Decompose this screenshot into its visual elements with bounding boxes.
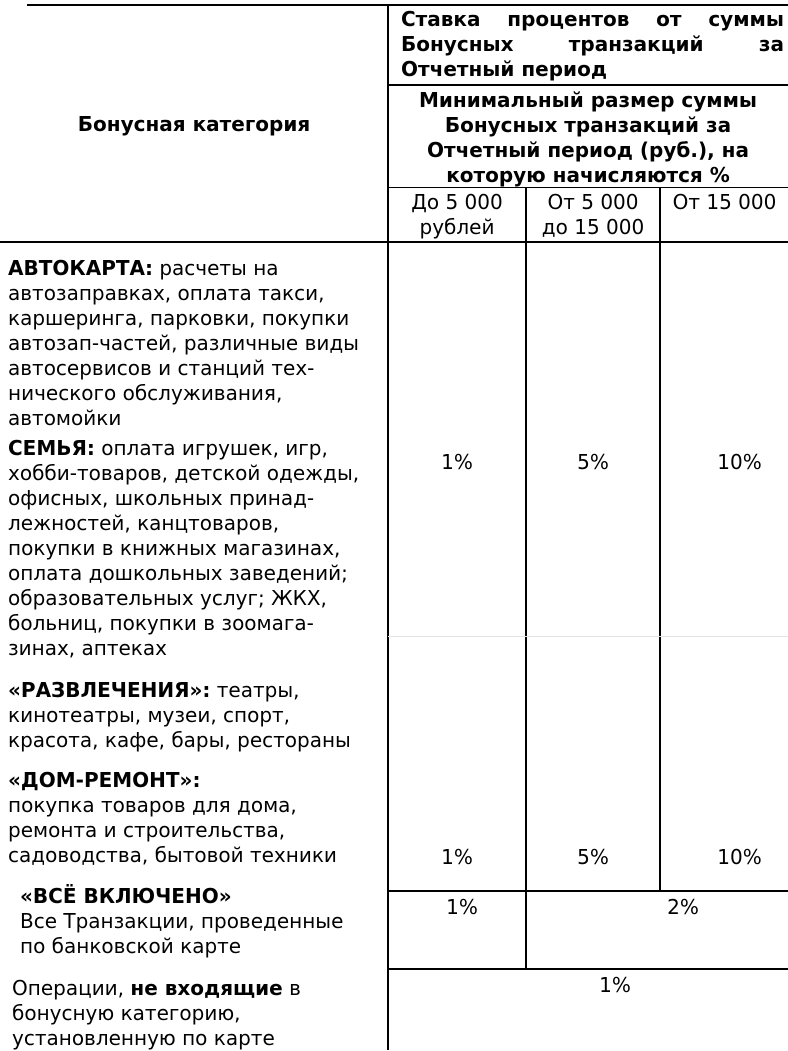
category-text: покупки в книжных магазинах, [8,536,341,560]
category-text: красота, кафе, бары, рестораны [8,728,351,752]
category-entertainment [8,678,386,753]
category-text: расчеты на [152,256,279,280]
rate-title-line: Отчетный период [401,57,607,81]
rate-cell: 2% [667,895,699,919]
tier-header-3 [661,190,788,215]
category-title: АВТОКАРТА: [8,256,153,280]
category-auto [8,256,386,431]
top-border [27,4,788,6]
rate-title-bottom [388,84,788,86]
tier-line: От 15 000 [672,190,777,214]
category-text: ремонта и строительства, [8,818,286,842]
category-text: бонусную категорию, [12,1001,241,1025]
category-text: автозап-частей, различные виды [8,331,359,355]
all-inclusive-top [388,890,788,892]
rate-cell: 10% [717,450,762,474]
category-text: установленную по карте [12,1026,275,1050]
min-title-line: Отчетный период (руб.), на [426,138,749,162]
rate-title-line: Бонусных транзакций за [401,32,784,56]
category-title: «РАЗВЛЕЧЕНИЯ»: [8,678,211,702]
rate-cell: 1% [441,450,473,474]
category-all-inclusive [20,884,384,959]
min-title-line: Минимальный размер суммы [418,88,758,112]
faint-group-divider [388,636,788,637]
category-text: больниц, покупки в зоомага- [8,611,314,635]
category-emphasis: не входящие [130,976,283,1000]
rate-cell: 5% [577,845,609,869]
rate-cell: 10% [717,845,762,869]
category-family [8,436,386,661]
category-text: автосервисов и станций тех- [8,356,315,380]
header-bottom [0,241,788,243]
category-other [12,976,384,1051]
category-text: театры, [210,678,300,702]
tier-line: От 5 000 [547,190,639,214]
min-title-line: которую начисляются % [446,163,730,187]
category-text: нического обслуживания, [8,381,283,405]
tier-header-1 [389,190,525,240]
category-header: Бонусная категория [77,112,311,136]
category-text: лежностей, канцтоваров, [8,511,280,535]
rate-cell: 1% [446,895,478,919]
category-text: образовательных услуг; ЖКХ, [8,586,327,610]
category-text: каршеринга, парковки, покупки [8,306,350,330]
category-text: по банковской карте [20,934,242,958]
tier-header-2 [527,190,659,240]
category-text: офисных, школьных принад- [8,486,315,510]
tier-line: рублей [419,215,495,239]
category-text: покупка товаров для дома, [8,793,297,817]
rate-title-line: Ставка процентов от суммы [401,7,784,31]
category-text: оплата игрушек, игр, [94,436,328,460]
category-text: хобби-товаров, детской одежды, [8,461,360,485]
category-title: «ДОМ-РЕМОНТ»: [8,768,201,792]
col-divider-1 [525,187,527,892]
category-text: оплата дошкольных заведений; [8,561,348,585]
rate-cell: 1% [599,973,631,997]
category-text: Все Транзакции, проведенные [20,909,344,933]
rate-cell: 1% [441,845,473,869]
category-text: зинах, аптеках [8,636,167,660]
tier-line: до 15 000 [541,215,645,239]
rate-title [401,7,784,82]
tier-line: До 5 000 [411,190,503,214]
min-title [388,88,788,188]
category-text: садоводства, бытовой техники [8,843,337,867]
category-title: СЕМЬЯ: [8,436,95,460]
min-title-line: Бонусных транзакций за [444,113,732,137]
category-title: «ВСЁ ВКЛЮЧЕНО» [20,884,232,908]
rate-cell: 5% [577,450,609,474]
category-text: кинотеатры, музеи, спорт, [8,703,291,727]
other-top [388,968,788,970]
category-text: автомойки [8,406,122,430]
category-text: Операции, [12,976,131,1000]
col-divider-2 [659,187,661,892]
category-text: в [282,976,301,1000]
category-home [8,768,386,868]
category-text: автозаправках, оплата такси, [8,281,325,305]
